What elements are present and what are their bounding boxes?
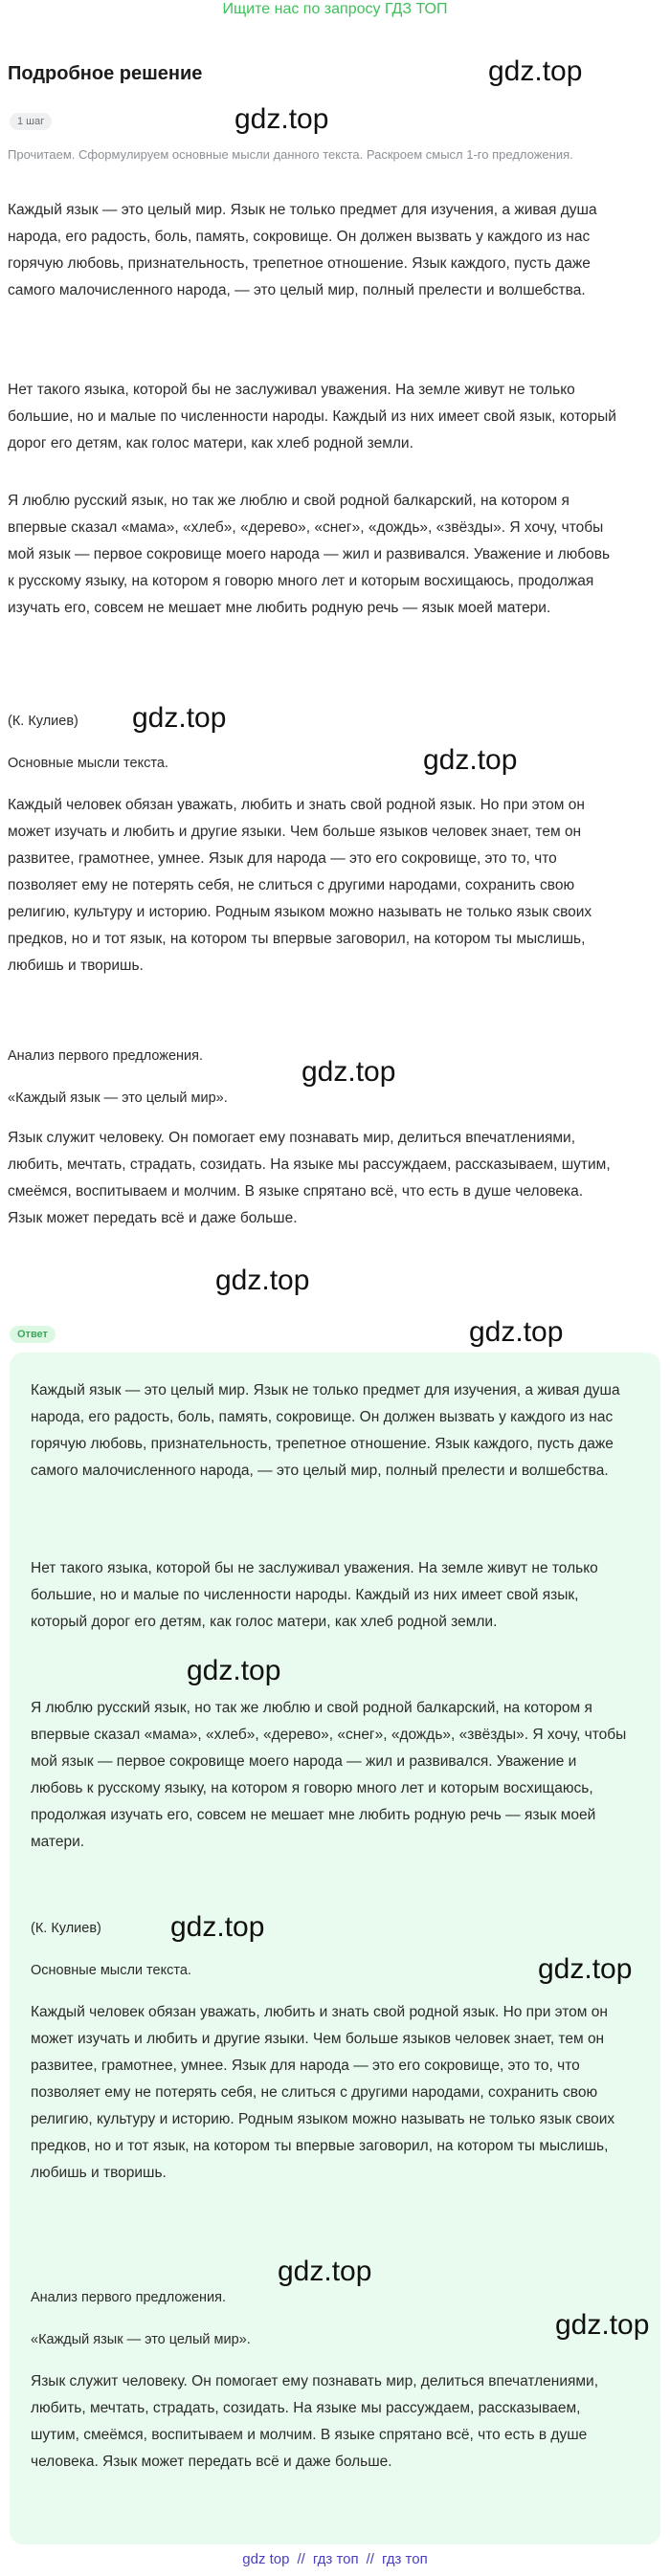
- watermark: gdz.top: [132, 702, 227, 734]
- footer-link[interactable]: гдз топ: [312, 2551, 359, 2567]
- solution-quote: «Каждый язык — это целый мир».: [8, 1090, 228, 1106]
- answer-heading: Анализ первого предложения.: [31, 2290, 227, 2305]
- watermark: gdz.top: [488, 55, 583, 87]
- answer-paragraph: Я люблю русский язык, но так же люблю и свой родной балкарский, на котором я впервые сказал «мама», «хлеб», «дерево», «снег», «дождь», «звёзды». Я хочу, чтобы мой язык — первое сокровище моего народа — жил и развивался. Уважение и любовь к русскому языку, на котором я говорю много лет и которым восхищаюсь, продолжая изучать его, совсем не мешает мне любить родную речь — язык моей матери.: [31, 1700, 627, 1850]
- footer-link[interactable]: gdz top: [242, 2551, 290, 2567]
- watermark: gdz.top: [187, 1655, 281, 1686]
- answer-quote: «Каждый язык — это целый мир».: [31, 2332, 251, 2347]
- watermark: gdz.top: [423, 744, 518, 776]
- watermark: gdz.top: [302, 1056, 396, 1088]
- answer-paragraph: Нет такого языка, которой бы не заслуживал уважения. На земле живут не только большие, но и малые по численности народы. Каждый из них имеет свой язык, который дорог его детям, как голос матери, как хлеб родной земли.: [31, 1560, 598, 1630]
- footer-links: [0, 2548, 670, 2571]
- answer-heading: Основные мысли текста.: [31, 1963, 191, 1978]
- watermark: gdz.top: [170, 1911, 265, 1943]
- page-title: Подробное решение: [8, 63, 203, 84]
- watermark: gdz.top: [234, 103, 329, 135]
- watermark: gdz.top: [538, 1953, 633, 1985]
- solution-paragraph: Нет такого языка, которой бы не заслуживал уважения. На земле живут не только большие, но и малые по численности народы. Каждый из них имеет свой язык, который дорог его детям, как голос матери, как хлеб родной земли.: [8, 382, 616, 451]
- watermark: gdz.top: [555, 2309, 650, 2341]
- solution-paragraph: Язык служит человеку. Он помогает ему познавать мир, делиться впечатлениями, любить, мечтать, страдать, созидать. На языке мы рассуждаем, рассказываем, шутим, смеёмся, воспитываем и молчим. В языке спрятано всё, что есть в душе человека. Язык может передать всё и даже больше.: [8, 1130, 611, 1226]
- step-hint: Прочитаем. Сформулируем основные мысли данного текста. Раскроем смысл 1-го предложения.: [8, 147, 573, 162]
- watermark: gdz.top: [278, 2256, 372, 2287]
- watermark: gdz.top: [215, 1265, 310, 1296]
- answer-badge: Ответ: [10, 1326, 56, 1343]
- answer-paragraph: Язык служит человеку. Он помогает ему познавать мир, делиться впечатлениями, любить, мечтать, страдать, созидать. На языке мы рассуждаем, рассказываем, шутим, смеёмся, воспитываем и молчим. В языке спрятано всё, что есть в душе человека. Язык может передать всё и даже больше.: [31, 2373, 599, 2470]
- watermark: gdz.top: [469, 1316, 564, 1348]
- solution-paragraph: Я люблю русский язык, но так же люблю и свой родной балкарский, на котором я впервые сказал «мама», «хлеб», «дерево», «снег», «дождь», «звёзды». Я хочу, чтобы мой язык — первое сокровище моего народа — жил и развивался. Уважение и любовь к русскому языку, на котором я говорю много лет и которым восхищаюсь, продолжая изучать его, совсем не мешает мне любить родную речь — язык моей матери.: [8, 493, 611, 616]
- footer-link[interactable]: гдз топ: [381, 2551, 428, 2567]
- solution-paragraph: Каждый язык — это целый мир. Язык не только предмет для изучения, а живая душа народа, его радость, боль, память, сокровище. Он должен вызвать у каждого из нас горячую любовь, признательность, трепетное отношение. Язык каждого, пусть даже самого малочисленного народа, — это целый мир, полный прелести и волшебства.: [8, 202, 597, 298]
- answer-box: [10, 1353, 660, 2544]
- search-hint-banner: Ищите нас по запросу ГДЗ ТОП: [222, 1, 448, 17]
- solution-paragraph: Каждый человек обязан уважать, любить и знать свой родной язык. Но при этом он может изучать и любить и другие языки. Чем больше языков человек знает, тем он развитее, грамотнее, умнее. Язык для народа — это его сокровище, это то, что позволяет ему не потерять себя, не слиться с другими народами, сохранить свою религию, культуру и историю. Родным языком можно называть не только язык своих предков, но и тот язык, на котором ты впервые заговорил, на котором ты мыслишь, любишь и творишь.: [8, 797, 592, 974]
- solution-author: (К. Кулиев): [8, 714, 78, 729]
- footer-separator: //: [297, 2551, 305, 2567]
- solution-heading: Анализ первого предложения.: [8, 1048, 204, 1064]
- solution-heading: Основные мысли текста.: [8, 756, 168, 771]
- step-badge: 1 шаг: [10, 113, 52, 130]
- answer-paragraph: Каждый язык — это целый мир. Язык не только предмет для изучения, а живая душа народа, его радость, боль, память, сокровище. Он должен вызвать у каждого из нас горячую любовь, признательность, трепетное отношение. Язык каждого, пусть даже самого малочисленного народа, — это целый мир, полный прелести и волшебства.: [31, 1382, 620, 1479]
- answer-paragraph: Каждый человек обязан уважать, любить и знать свой родной язык. Но при этом он может изучать и любить и другие языки. Чем больше языков человек знает, тем он развитее, грамотнее, умнее. Язык для народа — это его сокровище, это то, что позволяет ему не потерять себя, не слиться с другими народами, сохранить свою религию, культуру и историю. Родным языком можно называть не только язык своих предков, но и тот язык, на котором ты впервые заговорил, на котором ты мыслишь, любишь и творишь.: [31, 2004, 615, 2181]
- answer-author: (К. Кулиев): [31, 1921, 101, 1936]
- footer-separator: //: [366, 2551, 374, 2567]
